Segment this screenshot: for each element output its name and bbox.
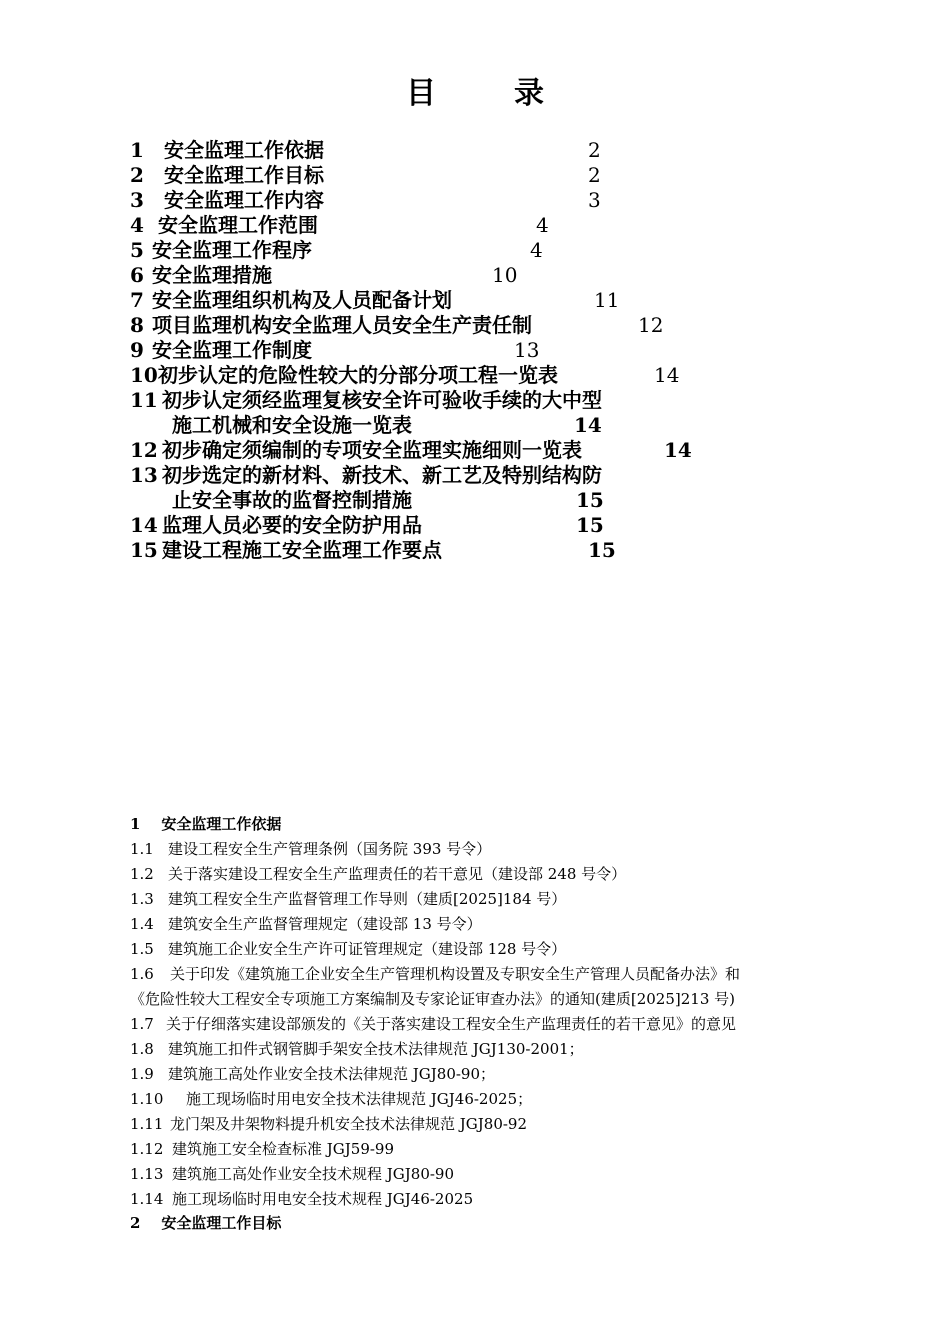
list-item-text: 建筑工程安全生产监督管理工作导则（建质[2025]184 号） — [168, 890, 567, 908]
section-1-title: 安全监理工作依据 — [161, 815, 282, 833]
list-item-text: 建筑施工企业安全生产许可证管理规定（建设部 128 号令） — [168, 940, 567, 958]
list-item-number: 1.6 — [130, 965, 154, 983]
toc-entry-number: 8 — [130, 313, 144, 337]
list-item — [130, 962, 840, 987]
list-item-number: 1.5 — [130, 940, 154, 958]
list-item-text: 建筑施工扣件式钢管脚手架安全技术法律规范 JGJ130-2001； — [168, 1040, 584, 1058]
list-item-number: 1.14 — [130, 1190, 164, 1208]
toc-entry[interactable] — [130, 363, 830, 388]
toc-entry-number: 3 — [130, 188, 144, 212]
section-2-heading — [130, 1211, 840, 1236]
list-item-number: 1.11 — [130, 1115, 164, 1133]
toc-entry-title: 安全监理工作依据 — [164, 138, 324, 162]
list-item-text: 建筑施工安全检查标准 JGJ59-99 — [172, 1140, 395, 1158]
toc-entry-title: 安全监理工作内容 — [164, 188, 324, 212]
toc-entry-title: 安全监理工作目标 — [164, 163, 324, 187]
list-item-text: 关于落实建设工程安全生产监理责任的若干意见（建设部 248 号令） — [168, 865, 627, 883]
toc-entry-title: 安全监理工作范围 — [158, 213, 318, 237]
toc-entry-number: 14 — [130, 513, 158, 537]
toc-entry-page: 15 — [588, 538, 616, 562]
page-title — [0, 72, 950, 116]
list-item-number: 1.8 — [130, 1040, 154, 1058]
toc-entry-number: 5 — [130, 238, 144, 262]
list-item — [130, 1087, 840, 1112]
list-item-number: 1.1 — [130, 840, 154, 858]
toc-entry-page: 2 — [588, 138, 601, 162]
list-item-text: 施工现场临时用电安全技术规程 JGJ46-2025 — [172, 1190, 474, 1208]
toc-entry-number: 6 — [130, 263, 144, 287]
toc-entry-title: 初步选定的新材料、新技术、新工艺及特别结构防 — [162, 463, 602, 487]
toc-entry-title: 止安全事故的监督控制措施 — [172, 488, 412, 512]
toc-entry-number: 10 — [130, 363, 158, 387]
toc-entry-page: 4 — [536, 213, 549, 237]
toc-entry-title: 监理人员必要的安全防护用品 — [162, 513, 422, 537]
title-char-2: 录 — [514, 76, 544, 111]
toc-entry-number: 2 — [130, 163, 144, 187]
toc-entry-page: 15 — [576, 488, 604, 512]
list-item-text: 建设工程安全生产管理条例（国务院 393 号令） — [168, 840, 492, 858]
toc-entry-page: 14 — [574, 413, 602, 437]
toc-entry-title: 初步确定须编制的专项安全监理实施细则一览表 — [162, 438, 582, 462]
list-item-number: 1.3 — [130, 890, 154, 908]
list-item-text: 关于印发《建筑施工企业安全生产管理机构设置及专职安全生产管理人员配备办法》和 — [170, 965, 741, 983]
toc-entry-page: 3 — [588, 188, 601, 212]
toc-entry[interactable] — [130, 238, 830, 263]
list-item — [130, 1187, 840, 1212]
toc-entry[interactable] — [130, 313, 830, 338]
toc-entry-page: 14 — [664, 438, 692, 462]
toc-entry[interactable] — [130, 438, 830, 463]
toc-entry-number: 12 — [130, 438, 158, 462]
toc-entry-title: 初步认定的危险性较大的分部分项工程一览表 — [158, 363, 558, 387]
toc-entry-title: 建设工程施工安全监理工作要点 — [162, 538, 442, 562]
toc-entry[interactable] — [130, 463, 830, 488]
table-of-contents — [130, 138, 830, 563]
list-item-number: 1.9 — [130, 1065, 154, 1083]
toc-entry[interactable] — [130, 413, 830, 438]
section-2-title: 安全监理工作目标 — [161, 1214, 282, 1232]
list-item-text: 施工现场临时用电安全技术法律规范 JGJ46-2025； — [186, 1090, 533, 1108]
toc-entry-page: 11 — [594, 288, 620, 312]
toc-entry[interactable] — [130, 163, 830, 188]
toc-entry-page: 2 — [588, 163, 601, 187]
toc-entry-page: 4 — [530, 238, 543, 262]
list-item-text: 关于仔细落实建设部颁发的《关于落实建设工程安全生产监理责任的若干意见》的意见 — [166, 1015, 737, 1033]
toc-entry-title: 初步认定须经监理复核安全许可验收手续的大中型 — [162, 388, 602, 412]
toc-entry-title: 安全监理工作制度 — [152, 338, 312, 362]
toc-entry-page: 10 — [492, 263, 518, 287]
toc-entry-title: 安全监理措施 — [152, 263, 272, 287]
toc-entry[interactable] — [130, 538, 830, 563]
list-item — [130, 1162, 840, 1187]
list-item — [130, 987, 840, 1012]
toc-entry-number: 11 — [130, 388, 158, 412]
list-item-number: 1.12 — [130, 1140, 164, 1158]
toc-entry-title: 安全监理工作程序 — [152, 238, 312, 262]
list-item — [130, 1137, 840, 1162]
toc-entry[interactable] — [130, 188, 830, 213]
list-item-text: 《危险性较大工程安全专项施工方案编制及专家论证审查办法》的通知(建质[2025]213 号) — [130, 990, 735, 1008]
toc-entry-number: 7 — [130, 288, 144, 312]
toc-entry-number: 4 — [130, 213, 144, 237]
list-item-text: 建筑安全生产监督管理规定（建设部 13 号令） — [168, 915, 482, 933]
list-item — [130, 887, 840, 912]
list-item — [130, 837, 840, 862]
toc-entry[interactable] — [130, 263, 830, 288]
list-item-number: 1.4 — [130, 915, 154, 933]
toc-entry-title: 施工机械和安全设施一览表 — [172, 413, 412, 437]
toc-entry-page: 15 — [576, 513, 604, 537]
list-item-text: 建筑施工高处作业安全技术法律规范 JGJ80-90； — [168, 1065, 496, 1083]
list-item — [130, 1112, 840, 1137]
list-item — [130, 1062, 840, 1087]
toc-entry-number: 13 — [130, 463, 158, 487]
toc-entry-number: 9 — [130, 338, 144, 362]
toc-entry-page: 12 — [638, 313, 664, 337]
list-item-number: 1.10 — [130, 1090, 164, 1108]
toc-entry-number: 15 — [130, 538, 158, 562]
list-item-number: 1.13 — [130, 1165, 164, 1183]
toc-entry[interactable] — [130, 338, 830, 363]
list-item — [130, 862, 840, 887]
toc-entry-title: 项目监理机构安全监理人员安全生产责任制 — [152, 313, 532, 337]
toc-entry[interactable] — [130, 388, 830, 413]
toc-entry[interactable] — [130, 488, 830, 513]
list-item — [130, 912, 840, 937]
list-item — [130, 937, 840, 962]
toc-entry-page: 14 — [654, 363, 680, 387]
section-1-number: 1 — [130, 815, 141, 833]
list-item-text: 建筑施工高处作业安全技术规程 JGJ80-90 — [172, 1165, 455, 1183]
list-item — [130, 1037, 840, 1062]
list-item — [130, 1012, 840, 1037]
section-1-heading — [130, 812, 840, 837]
title-char-1: 目 — [406, 76, 436, 111]
toc-entry-title: 安全监理组织机构及人员配备计划 — [152, 288, 452, 312]
toc-entry[interactable] — [130, 288, 830, 313]
section-2-number: 2 — [130, 1214, 141, 1232]
list-item-number: 1.7 — [130, 1015, 154, 1033]
toc-entry-page: 13 — [514, 338, 540, 362]
toc-entry[interactable] — [130, 513, 830, 538]
toc-entry[interactable] — [130, 213, 830, 238]
toc-entry[interactable] — [130, 138, 830, 163]
toc-entry-number: 1 — [130, 138, 144, 162]
list-item-text: 龙门架及井架物料提升机安全技术法律规范 JGJ80-92 — [170, 1115, 528, 1133]
list-item-number: 1.2 — [130, 865, 154, 883]
